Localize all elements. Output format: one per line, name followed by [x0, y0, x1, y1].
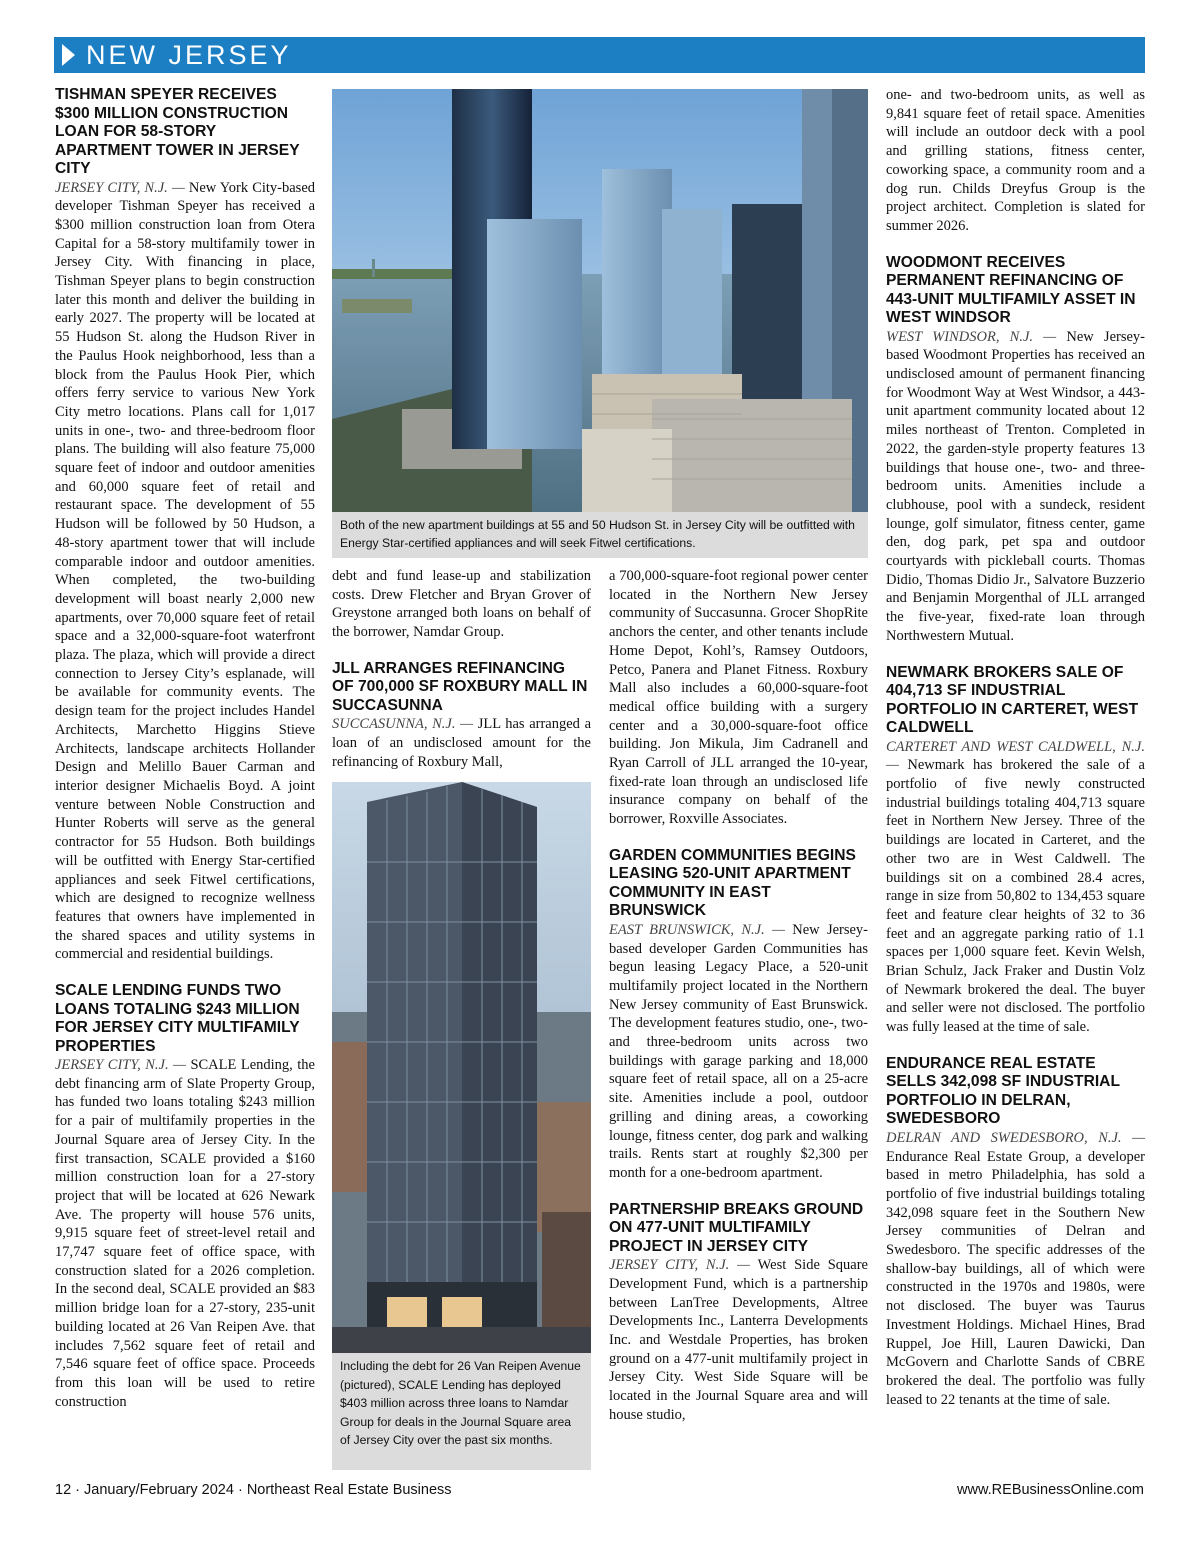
- arrow-icon: [62, 44, 75, 66]
- article-continued: one- and two-bedroom units, as well as 9,841 square feet of retail space. Amenities will include an outdoor deck with a pool and grilling stations, fitness center, coworking space, a community room and a dog run. Childs Dreyfus Group is the project architect. Completion is slated for summer 2026.: [886, 87, 1145, 234]
- article-headline: PARTNERSHIP BREAKS GROUND ON 477-UNIT MULTIFAMILY PROJECT IN JERSEY CITY: [609, 1200, 864, 1255]
- article-dateline: DELRAN AND SWEDESBORO, N.J. —: [886, 1129, 1145, 1146]
- article-body: [55, 179, 315, 965]
- article-body: [55, 1056, 315, 1411]
- article-text: New York City-based developer Tishman Speyer has received a $300 million construction loan from Otera Capital for a 58-story multifamily tower in Jersey City. With financing in place, Tishman Speyer plans to begin construction later this month and deliver the building in early 2027. The property will be located at 55 Hudson St. along the Hudson River in the Paulus Hook neighborhood, less than a block from the Paulus Hook Pier, which offers ferry service to various New York City metro locations. Plans call for 1,017 units in one-, two- and three-bedroom floor plans. The building will also feature 75,000 square feet of indoor and outdoor amenities and 60,000 square feet of retail and restaurant space. The development of 55 Hudson will be followed by 50 Hudson, a 48-story apartment tower that will include comparable indoor and outdoor amenities. When completed, the two-building development will boast nearly 2,000 new apartments, over 70,000 square feet of retail space and a 32,000-square-foot waterfront plaza. The plaza, which will provide a direct connection to Jersey City’s esplanade, will be available for community events. The design team for the project includes Handel Architects, Marchetto Higgins Stieve Architects, landscape architects Hollander Design and Melillo Bauer Carman and interior designer Michaelis Boyd. A joint venture between Noble Construction and Hunter Roberts will serve as the general contractor for 55 Hudson. Both buildings will be outfitted with Energy Star-certified appliances and seek Fitwel certifications, which are designed to recognize wellness features that owners have implemented in the shared spaces and utility systems in commercial and residential buildings.: [55, 179, 316, 963]
- article-dateline: CARTERET AND WEST CALDWELL, N.J. —: [886, 738, 1145, 774]
- article-body: [609, 1256, 868, 1424]
- article-headline: JLL ARRANGES REFINANCING OF 700,000 SF ROXBURY MALL IN SUCCASUNNA: [332, 659, 588, 714]
- article-headline: WOODMONT RECEIVES PERMANENT REFINANCING OF 443-UNIT MULTIFAMILY ASSET IN WEST WINDSOR: [886, 253, 1136, 327]
- column-3: [609, 567, 868, 1425]
- article-dateline: JERSEY CITY, N.J. —: [55, 179, 185, 196]
- article-body: [886, 738, 1145, 1037]
- article-headline: TISHMAN SPEYER RECEIVES $300 MILLION CONSTRUCTION LOAN FOR 58-STORY APARTMENT TOWER IN JERSEY CITY: [55, 86, 300, 177]
- photo-caption: Both of the new apartment buildings at 55 and 50 Hudson St. in Jersey City will be outfitted with Energy Star-certified appliances and will seek Fitwel certifications.: [332, 512, 868, 558]
- column-2: [332, 567, 591, 771]
- section-banner: [54, 37, 1145, 73]
- footer-issue-info: 12 · January/February 2024 · Northeast Real Estate Business: [55, 1482, 452, 1498]
- article-body: [332, 715, 591, 771]
- article-text: New Jersey-based developer Garden Communities has begun leasing Legacy Place, a 520-unit multifamily project located in the Northern New Jersey community of East Brunswick. The development features studio, one-, two- and three-bedroom units across two buildings with garage parking and 18,000 square feet of retail space, all on a 25-acre site. Amenities include a pool, outdoor grilling and dining areas, a coworking lounge, fitness center, dog park and walking trails. Rents start at roughly $2,300 per month for a one-bedroom apartment.: [609, 921, 869, 1181]
- article-headline: GARDEN COMMUNITIES BEGINS LEASING 520-UNIT APARTMENT COMMUNITY IN EAST BRUNSWICK: [609, 846, 856, 920]
- article-dateline: JERSEY CITY, N.J. —: [609, 1257, 751, 1274]
- photo-caption: Including the debt for 26 Van Reipen Avenue (pictured), SCALE Lending has deployed $403 million across three loans to Namdar Group for deals in the Journal Square area of Jersey City over the past six months.: [332, 1353, 591, 1470]
- article-text: West Side Square Development Fund, which is a partnership between LanTree Developments, Altree Developments Inc., Lanterra Developments Inc. and Westdale Properties, has broken ground on a 477-unit multifamily project in Jersey City. West Side Square will be located in the Journal Square area and will house studio,: [609, 1257, 868, 1423]
- article-headline: NEWMARK BROKERS SALE OF 404,713 SF INDUSTRIAL PORTFOLIO IN CARTERET, WEST CALDWELL: [886, 663, 1139, 737]
- section-title: NEW JERSEY: [86, 40, 292, 70]
- footer-website-link[interactable]: www.REBusinessOnline.com: [957, 1482, 1144, 1498]
- article-body: [886, 328, 1145, 646]
- article-headline: ENDURANCE REAL ESTATE SELLS 342,098 SF INDUSTRIAL PORTFOLIO IN DELRAN, SWEDESBORO: [886, 1054, 1120, 1128]
- article-headline: SCALE LENDING FUNDS TWO LOANS TOTALING $243 MILLION FOR JERSEY CITY MULTIFAMILY PROPERTIES: [55, 982, 300, 1055]
- column-1: [55, 86, 315, 1411]
- jersey-city-towers-photo: [332, 89, 868, 512]
- article-dateline: WEST WINDSOR, N.J. —: [886, 328, 1057, 345]
- article-text: Newmark has brokered the sale of a portfolio of five newly constructed industrial buildings totaling 404,713 square feet in Northern New Jersey. Three of the buildings are located in Carteret, and the other two are in West Caldwell. The buildings sit on a combined 28.4 acres, range in size from 50,802 to 134,453 square feet and feature clear heights of 32 to 36 feet and an aggregate parking ratio of 1.1 spaces per 1,000 square feet. Kevin Welsh, Brian Schulz, Jack Fraker and Dustin Volz of Newmark brokered the deal. The buyer and seller were not disclosed. The portfolio was fully leased at the time of sale.: [886, 757, 1145, 1036]
- column-4: [886, 86, 1145, 1409]
- article-dateline: SUCCASUNNA, N.J. —: [332, 716, 474, 733]
- article-body: [886, 1129, 1145, 1410]
- article-text: SCALE Lending, the debt financing arm of Slate Property Group, has funded two loans totaling $243 million for a pair of multifamily properties in the Journal Square area of Jersey City. In the first transaction, SCALE provided a $160 million construction loan for a 27-story project that will be located at 626 Newark Ave. The property will house 576 units, 9,915 square feet of street-level retail and 17,747 square feet of office space, with construction slated for a 2026 completion. In the second deal, SCALE provided an $83 million bridge loan for a 27-story, 235-unit building located at 26 Van Reipen Ave. that includes 7,562 square feet of retail and 7,546 square feet of office space. Proceeds from this loan will be used to retire construction: [55, 1057, 315, 1410]
- article-continued: debt and fund lease-up and stabilization costs. Drew Fletcher and Bryan Grover of Greystone arranged both loans on behalf of the borrower, Namdar Group.: [332, 568, 591, 641]
- article-text: New Jersey-based Woodmont Properties has received an undisclosed amount of permanent financing for Woodmont Way at West Windsor, a 443-unit apartment community located about 12 miles northeast of Trenton. Completed in 2022, the garden-style property features 13 buildings that house one-, two- and three-bedroom units. Amenities include a clubhouse, pool with a sundeck, resident lounge, golf simulator, fitness center, game den, dog park, pet spa and outdoor courtyards with pickleball courts. Thomas Didio, Thomas Didio Jr., Salvatore Buzzerio and Benjamin Morgenthal of JLL arranged the five-year, fixed-rate loan through Northwestern Mutual.: [886, 328, 1145, 644]
- article-continued: a 700,000-square-foot regional power center located in the Northern New Jersey community of Succasunna. Grocer ShopRite anchors the center, and other tenants include Home Depot, Kohl’s, Ramsey Outdoors, Petco, Panera and Planet Fitness. Roxbury Mall also includes a 60,000-square-foot medical office building with a surgery center and a 30,000-square-foot office building. Jon Mikula, Jim Cadranell and Ryan Carroll of JLL arranged the 10-year, fixed-rate loan through an undisclosed life insurance company on behalf of the borrower, Roxville Associates.: [609, 568, 868, 828]
- article-dateline: JERSEY CITY, N.J. —: [55, 1057, 186, 1074]
- van-reipen-rendering-photo: [332, 782, 591, 1353]
- article-text: JLL has arranged a loan of an undisclosed amount for the refinancing of Roxbury Mall,: [332, 716, 592, 770]
- article-body: [609, 921, 868, 1183]
- article-text: Endurance Real Estate Group, a developer based in metro Philadelphia, has sold a portfolio of five industrial buildings totaling 342,098 square feet in the Southern New Jersey communities of Delran and Swedesboro. The specific addresses of the shallow-bay buildings, all of which were constructed in the 1970s and 1980s, were not disclosed. The buyer was Taurus Investment Holdings. Michael Hines, Brad Ruppel, Joe Hill, Lauren Dawicki, Dan McGovern and Charlotte Sands of CBRE brokered the deal. The portfolio was fully leased to 22 tenants at the time of sale.: [886, 1148, 1145, 1408]
- article-dateline: EAST BRUNSWICK, N.J. —: [609, 921, 785, 938]
